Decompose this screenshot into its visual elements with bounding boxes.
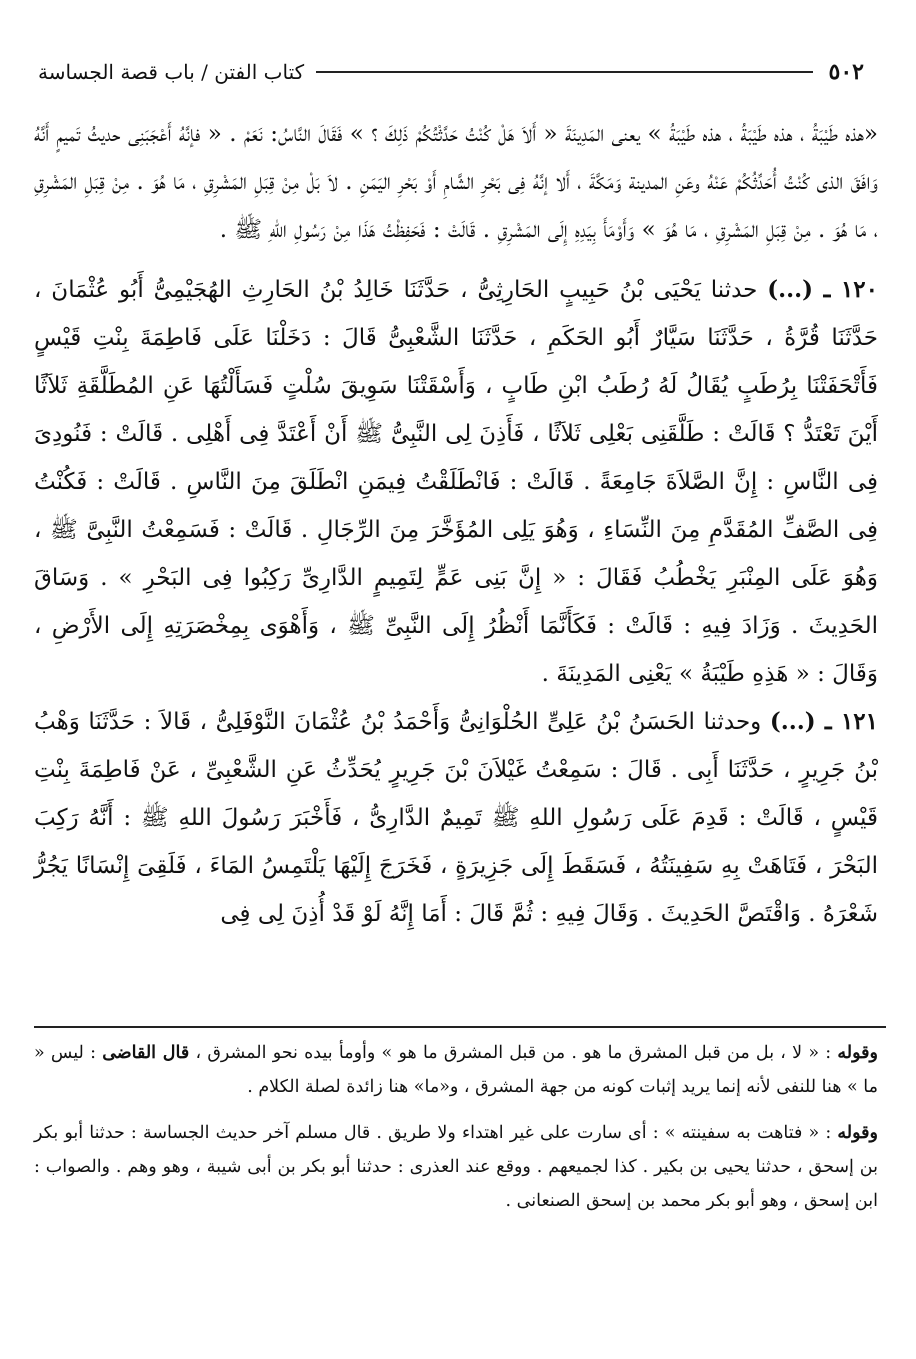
note-label: وقوله: [837, 1043, 878, 1063]
page-number: ٥٠٢: [828, 59, 864, 85]
note-label: وقوله: [837, 1123, 878, 1143]
note-label: قال القاضى: [102, 1043, 190, 1063]
note-2: [34, 1116, 878, 1218]
note-1: [34, 1036, 878, 1104]
hadith-text: حدثنا يَحْيَى بْنُ حَبِيبٍ الحَارِثِىُّ ، حَدَّثَنَا خَالِدُ بْنُ الحَارِثِ الهُجَيْمِىُّ أَبُو عُثْمَانَ ، حَدَّثَنَا قُرَّةُ ، حَدَّثَنَا سَيَّارٌ أَبُو الحَكَمِ ، حَدَّثَنَا الشَّعْبِىُّ قَالَ : دَخَلْنَا عَلَى فَاطِمَةَ بِنْتِ قَيْسٍ فَأَتْحَفَتْنَا بِرُطَبٍ يُقَالُ لَهُ رُطَبُ ابْنِ طَابٍ ، وَأَسْقَتْنَا سَوِيقَ سُلْتٍ فَسَأَلْتُهَا عَنِ المُطَلَّقَةِ ثَلاَثًا أَيْنَ تَعْتَدُّ ؟ قَالَتْ : طَلَّقَنِى بَعْلِى ثَلاَثًا ، فَأَذِنَ لِى النَّبِىُّ ﷺ أَنْ أَعْتَدَّ فِى أَهْلِى . قَالَتْ : فَنُودِىَ فِى النَّاسِ : إِنَّ الصَّلاَةَ جَامِعَةً . قَالَتْ : فَانْطَلَقْتُ فِيمَنِ انْطَلَقَ مِنَ النَّاسِ . قَالَتْ : فَكُنْتُ فِى الصَّفِّ المُقَدَّمِ مِنَ النِّسَاءِ ، وَهُوَ يَلِى المُؤَخَّرَ مِنَ الرِّجَالِ . قَالَتْ : فَسَمِعْتُ النَّبِىَّ ﷺ ، وَهُوَ عَلَى المِنْبَرِ يَخْطُبُ فَقَالَ : « إِنَّ بَنِى عَمٍّ لِتَمِيمٍ الدَّارِىِّ رَكِبُوا فِى البَحْرِ » . وَسَاقَ الحَدِيثَ . وَزَادَ فِيهِ : قَالَتْ : فَكَأَنَّمَا أَنْظُرُ إِلَى النَّبِىِّ ﷺ ، وَأَهْوَى بِمِخْصَرَتِهِ إِلَى الأَرْضِ ، وَقَالَ : « هَذِهِ طَيْبَةُ » يَعْنِى المَدِينَةَ .: [34, 277, 878, 687]
note-text: : « لا ، بل من قبل المشرق ما هو . من قبل المشرق ما هو » وأومأ بيده نحو المشرق ،: [195, 1043, 832, 1063]
page-header: [38, 52, 864, 92]
hadith-number: ١٢٠ ـ (...): [767, 276, 878, 303]
note-text: : « فتاهت به سفينته » : أى سارت على غير اهتداء ولا طريق . قال مسلم آخر حديث الجساسة : حدثنا أبو بكر بن إسحق ، حدثنا يحيى بن بكير . كذا لجميعهم . ووقع عند العذرى : حدثنا أبو بكر بن أبى شيبة ، وهو وهم . والصواب : ابن إسحق ، وهو أبو بكر محمد بن إسحق الصنعانى .: [34, 1123, 878, 1211]
opening-paragraph: «هذه طَيْبَةُ ، هذه طَيْبَةُ ، هذه طَيْبَةُ » يعنى المَدِينَةَ « أَلاَ هَلْ كُنْتُ حَدَّثْتُكُمْ ذَلِكَ ؟ » فَقَالَ النَّاسُ: نَعَمْ . « فإنَّهُ أَعْجَبَنِى حديثُ تَميمٍ أَنَّهُ وَافَقَ الذى كُنْتُ أُحَدِّثُكُمْ عَنْهُ وعَنِ المدينة وَمَكَّةَ ، أَلا إنَّهُ فِى بَحْرِ الشَّامِ أَوْ بَحْرِ اليَمَنِ . لاَ بَلْ مِنْ قِبَلِ المَشْرِقِ ، مَا هُوَ . مِنْ قِبَلِ المَشْرِقِ ، مَا هُوَ . مِنْ قِبَلِ المَشْرِقِ ، مَا هُوَ » وَأَوْمَأَ بِيَدِهِ إِلَى المَشْرِقِ . قَالَتْ : فَحَفِظْتُ هَذَا مِنْ رَسُولِ اللهِ ﷺ .: [34, 121, 878, 243]
header-rule: [316, 71, 812, 73]
hadith-number: ١٢١ ـ (...): [769, 708, 879, 735]
commentary-notes: [34, 1036, 878, 1218]
main-text: [34, 110, 878, 938]
running-title: كتاب الفتن / باب قصة الجساسة: [38, 60, 305, 84]
note-text: : ليس « ما » هنا للنفى لأنه إنما يريد إثبات كونه من جهة المشرق ، و«ما» هنا زائدة لصلة الكلام .: [34, 1043, 878, 1097]
hadith-120: [34, 266, 878, 698]
hadith-121: [34, 698, 878, 938]
footnote-rule: [34, 1026, 886, 1028]
hadith-text: وحدثنا الحَسَنُ بْنُ عَلِىٍّ الحُلْوَانِىُّ وَأَحْمَدُ بْنُ عُثْمَانَ النَّوْفَلِىُّ ، قَالاَ : حَدَّثَنَا وَهْبُ بْنُ جَرِيرٍ ، حَدَّثَنَا أَبِى . قَالَ : سَمِعْتُ غَيْلاَنَ بْنَ جَرِيرٍ يُحَدِّثُ عَنِ الشَّعْبِىِّ ، عَنْ فَاطِمَةَ بِنْتِ قَيْسٍ ، قَالَتْ : قَدِمَ عَلَى رَسُولِ اللهِ ﷺ تَمِيمٌ الدَّارِىُّ ، فَأَخْبَرَ رَسُولَ اللهِ ﷺ : أَنَّهُ رَكِبَ البَحْرَ ، فَتَاهَتْ بِهِ سَفِينَتُهُ ، فَسَقَطَ إِلَى جَزِيرَةٍ ، فَخَرَجَ إِلَيْهَا يَلْتَمِسُ المَاءَ ، فَلَقِىَ إِنْسَانًا يَجُرُّ شَعْرَهُ . وَاقْتَصَّ الحَدِيثَ . وَقَالَ فِيهِ : ثُمَّ قَالَ : أَمَا إِنَّهُ لَوْ قَدْ أُذِنَ لِى فِى: [34, 709, 878, 927]
